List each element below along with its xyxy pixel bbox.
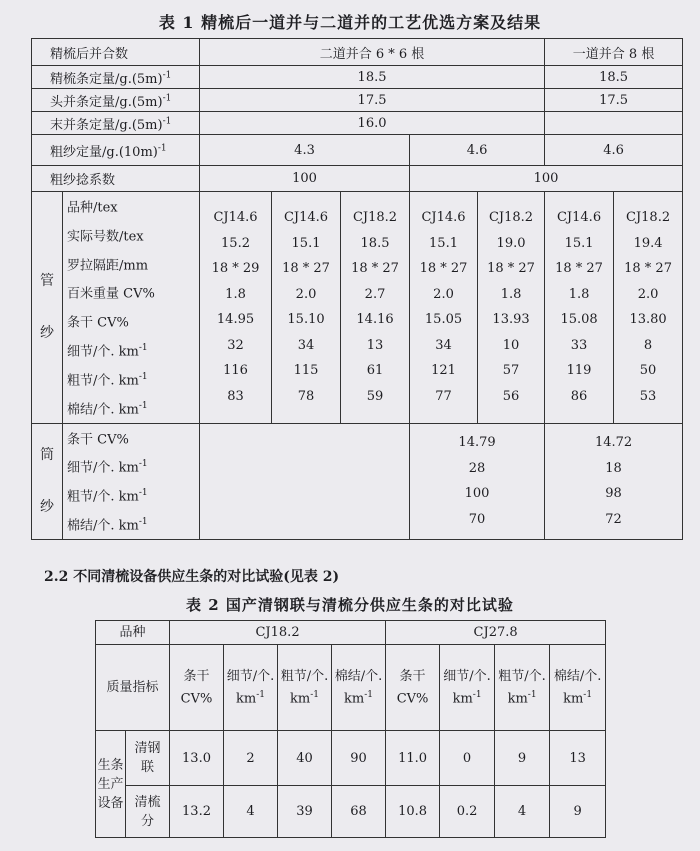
table2-title: 表 2 国产清钢联与清梳分供应生条的对比试验 (186, 596, 514, 614)
cell-value: 18 * 27 (419, 261, 468, 277)
cell-value: 18 * 27 (351, 261, 399, 277)
cell-value: CJ14.6 (421, 210, 466, 226)
cell-value: 34 (435, 337, 452, 353)
cop-column (410, 192, 478, 424)
cell-value: 9 (495, 731, 550, 786)
cell-value: 15.1 (291, 235, 321, 251)
cell-value: 19.0 (496, 235, 526, 251)
cell-value: 4 (224, 786, 278, 838)
cell-value: 18 * 27 (624, 261, 672, 277)
cell-value: 2.0 (433, 286, 454, 302)
metric-header: 粗节/个. $km^{-1}$ (495, 645, 550, 731)
cell-value: 15.1 (429, 235, 458, 251)
cone-empty-cell (200, 423, 410, 539)
cell-value: 40 (278, 731, 332, 786)
cell-value: CJ18.2 (626, 210, 671, 226)
cell-value: 13.2 (170, 786, 224, 838)
cell-value: 78 (297, 388, 315, 404)
row-label: 末并条定量$/g.(5m)^{-1}$ (32, 112, 200, 135)
cell-value (545, 112, 683, 135)
row-label: 精梳条定量$/g.(5m)^{-1}$ (32, 66, 200, 89)
row-label: 细节/个. $km^{-1}$ (67, 459, 148, 476)
cop-labels-cell (63, 192, 200, 424)
cell-value: 11.0 (386, 731, 440, 786)
table1-row-final-drawing (32, 112, 683, 135)
table2-row-separate (96, 786, 606, 838)
cell-value: 18 * 29 (211, 261, 260, 277)
cell-value: 119 (566, 363, 592, 379)
quality-label: 质量指标 (96, 645, 170, 731)
variety-cj18: CJ18.2 (170, 621, 386, 645)
cell-value: 39 (278, 786, 332, 838)
table1-row-roving-weight (32, 135, 683, 166)
cell-value: CJ18.2 (352, 210, 398, 226)
variety-label: 品种 (96, 621, 170, 645)
cell-value: 18 * 27 (487, 261, 535, 277)
cop-column (478, 192, 545, 424)
cell-value: 18 * 27 (555, 261, 603, 277)
cell-value: 2 (224, 731, 278, 786)
cell-value: 100 (464, 486, 490, 502)
row-label: 粗纱定量$/g.(10m)^{-1}$ (32, 135, 200, 166)
cell-value: 61 (366, 363, 384, 379)
cop-column (614, 192, 683, 424)
equipment-label: 生条 生产 设备 (96, 731, 126, 838)
header-group-c: 一道并合 8 根 (545, 39, 683, 66)
cell-value: 13.0 (170, 731, 224, 786)
cell-value: 53 (639, 388, 657, 404)
cell-value: 14.72 (594, 435, 633, 451)
cell-value: 57 (502, 363, 520, 379)
cell-value: 56 (502, 388, 520, 404)
row-label: 粗节/个. $km^{-1}$ (67, 371, 148, 389)
metric-header: 细节/个. $km^{-1}$ (440, 645, 495, 731)
row-label: 细节/个. $km^{-1}$ (67, 343, 148, 360)
cell-value: 18.5 (545, 66, 683, 89)
cell-value: 0.2 (440, 786, 495, 838)
table1-row-first-drawing (32, 89, 683, 112)
cell-value: 2.7 (364, 286, 386, 302)
cell-value: 1.8 (568, 286, 590, 302)
cell-value: 4.3 (200, 135, 410, 166)
cone-column (410, 423, 545, 539)
table1 (31, 38, 683, 540)
cell-value: CJ14.6 (556, 210, 602, 226)
cell-value: 98 (605, 486, 622, 502)
cell-value: 83 (227, 388, 244, 404)
cell-value: 15.05 (424, 312, 463, 328)
cell-value: 50 (639, 363, 657, 379)
cop-column (341, 192, 410, 424)
cell-value: 15.2 (221, 235, 250, 251)
table1-cop-yarn-block (32, 192, 683, 424)
cell-value: 32 (227, 337, 244, 353)
cell-value: 8 (643, 337, 653, 353)
cell-value: 1.8 (225, 286, 246, 302)
cell-value: 4.6 (545, 135, 683, 166)
row-label: 头并条定量$/g.(5m)^{-1}$ (32, 89, 200, 112)
cell-value: 18 * 27 (282, 261, 330, 277)
cell-value: 14.16 (356, 312, 394, 328)
table1-row-twist (32, 166, 683, 192)
table1-cone-yarn-block (32, 423, 683, 539)
cell-value: 17.5 (200, 89, 545, 112)
cone-column (545, 423, 683, 539)
table1-title: 表 1 精梳后一道并与二道并的工艺优选方案及结果 (158, 13, 542, 32)
metric-header: 条干 CV% (386, 645, 440, 731)
cop-column (272, 192, 341, 424)
row-label: 条干 CV% (67, 315, 129, 331)
cone-yarn-side-label: 筒 纱 (32, 423, 63, 539)
cell-value: 4 (495, 786, 550, 838)
cell-value: 2.0 (637, 286, 659, 302)
cell-value: 121 (431, 363, 456, 379)
cell-value: 72 (605, 511, 622, 527)
cell-value: 34 (297, 337, 315, 353)
cell-value: 15.08 (560, 312, 598, 328)
cell-value: 13.80 (629, 312, 667, 328)
cell-value: CJ18.2 (488, 210, 534, 226)
header-label: 精梳后并合数 (32, 39, 200, 66)
cell-value: 16.0 (200, 112, 545, 135)
cell-value: 100 (200, 166, 410, 192)
row-name: 清梳 分 (126, 786, 170, 838)
cell-value: 18 (605, 460, 622, 476)
cell-value: CJ14.6 (213, 210, 258, 226)
cell-value: 18.5 (360, 235, 390, 251)
cell-value: 77 (435, 388, 452, 404)
metric-header: 粗节/个. $km^{-1}$ (278, 645, 332, 731)
cell-value: 70 (468, 511, 486, 527)
cell-value: 28 (468, 460, 486, 476)
cell-value: 13 (550, 731, 606, 786)
row-label: 品种/tex (67, 200, 118, 216)
table2-variety-row (96, 621, 606, 645)
cell-value: 18.5 (200, 66, 545, 89)
row-label: 罗拉隔距/mm (67, 257, 149, 273)
cell-value: 15.1 (564, 235, 594, 251)
cell-value: 2.0 (295, 286, 317, 302)
table2-row-blowing-carding (96, 731, 606, 786)
metric-header: 细节/个. $km^{-1}$ (224, 645, 278, 731)
section-heading: 2.2 不同清梳设备供应生条的对比试验(见表 2) (44, 569, 340, 585)
row-name: 清钢 联 (126, 731, 170, 786)
cell-value: CJ14.6 (283, 210, 329, 226)
cell-value: 19.4 (633, 235, 663, 251)
cell-value: 100 (410, 166, 683, 192)
variety-cj27: CJ27.8 (386, 621, 606, 645)
table1-header-row (32, 39, 683, 66)
cell-value: 14.95 (216, 312, 255, 328)
metric-header: 条干 CV% (170, 645, 224, 731)
row-label: 实际号数/tex (67, 229, 144, 245)
cell-value: 33 (570, 337, 588, 353)
cop-column (200, 192, 272, 424)
cell-value: 9 (550, 786, 606, 838)
cell-value: 59 (366, 388, 384, 404)
table2-metric-row (96, 645, 606, 731)
row-label: 棉结/个. $km^{-1}$ (67, 517, 148, 534)
cell-value: 15.10 (287, 312, 325, 328)
metric-header: 棉结/个. $km^{-1}$ (332, 645, 386, 731)
cop-yarn-side-label: 管 纱 (32, 192, 63, 424)
table1-row-comb-sliver (32, 66, 683, 89)
metric-header: 棉结/个. $km^{-1}$ (550, 645, 606, 731)
cell-value: 0 (440, 731, 495, 786)
cone-labels-cell (63, 423, 200, 539)
row-label: 条干 CV% (67, 431, 129, 447)
cell-value: 17.5 (545, 89, 683, 112)
cell-value: 86 (570, 388, 588, 404)
cell-value: 10.8 (386, 786, 440, 838)
cell-value: 13.93 (492, 312, 530, 328)
row-label: 粗节/个. $km^{-1}$ (67, 488, 148, 505)
cell-value: 115 (293, 363, 319, 379)
cop-column (545, 192, 614, 424)
table2 (95, 620, 606, 838)
cell-value: 13 (366, 337, 384, 353)
cell-value: 90 (332, 731, 386, 786)
row-label: 粗纱捻系数 (32, 166, 200, 192)
cell-value: 10 (502, 337, 520, 353)
cell-value: 68 (332, 786, 386, 838)
cell-value: 116 (223, 363, 248, 379)
row-label: 棉结/个. $km^{-1}$ (67, 400, 148, 418)
header-group-b: 二道并合 6 * 6 根 (200, 39, 545, 66)
row-label: 百米重量 CV% (67, 286, 155, 302)
cell-value: 1.8 (500, 286, 522, 302)
cell-value: 14.79 (458, 435, 496, 451)
cell-value: 4.6 (410, 135, 545, 166)
